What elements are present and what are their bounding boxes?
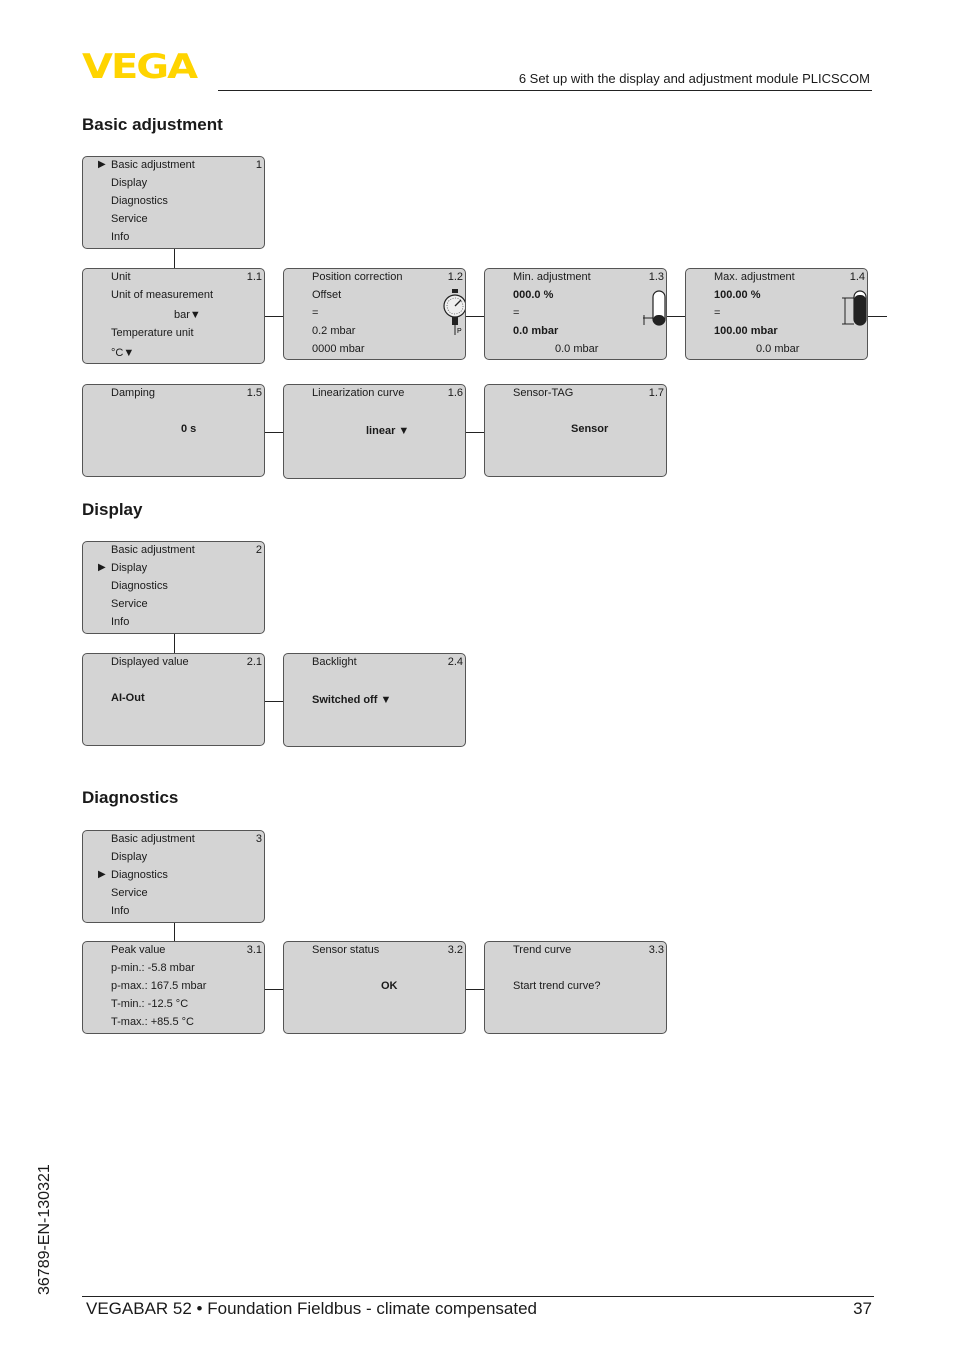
menu-item-diagnostics: Diagnostics — [111, 195, 168, 207]
connector-line — [174, 249, 175, 268]
t-min-value: T-min.: -12.5 °C — [111, 998, 189, 1010]
document-code: 36789-EN-130321 — [36, 1164, 53, 1295]
box-peak-value — [82, 941, 265, 1034]
menu-item-info: Info — [111, 616, 130, 628]
section-title-basic-adjustment: Basic adjustment — [82, 115, 223, 134]
min-percent-value: 000.0 % — [513, 289, 554, 301]
temperature-unit-value: °C▼ — [111, 347, 135, 359]
box-title: Unit — [111, 271, 131, 283]
offset-label: Offset — [312, 289, 342, 301]
box-title: Position correction — [312, 271, 403, 283]
trend-curve-prompt: Start trend curve? — [513, 980, 601, 992]
menu-item-info: Info — [111, 905, 130, 917]
offset-value: 0.2 mbar — [312, 325, 356, 337]
equals-sign: = — [312, 307, 319, 319]
displayed-value: AI-Out — [111, 692, 145, 704]
section-title-diagnostics: Diagnostics — [82, 788, 179, 807]
box-title: Min. adjustment — [513, 271, 591, 283]
menu-item-display: Display — [111, 562, 148, 574]
box-title: Displayed value — [111, 656, 189, 668]
connector-line — [265, 989, 284, 990]
pressure-unit-value: bar▼ — [174, 309, 201, 321]
backlight-value: Switched off ▼ — [312, 694, 392, 706]
menu-item-service: Service — [111, 598, 148, 610]
menu-item-basic-adjustment: Basic adjustment — [111, 544, 195, 556]
vessel-max-icon — [842, 289, 868, 329]
box-min-adjustment — [484, 268, 667, 360]
sensor-tag-value: Sensor — [571, 423, 609, 435]
gauge-p-label: P — [457, 328, 462, 335]
menu-item-display: Display — [111, 851, 148, 863]
menu-box-basic — [82, 156, 265, 249]
t-max-value: T-max.: +85.5 °C — [111, 1016, 194, 1028]
correction-value: 0000 mbar — [312, 343, 365, 355]
damping-value: 0 s — [181, 423, 197, 435]
connector-line — [466, 432, 485, 433]
box-number: 2.1 — [246, 656, 262, 668]
box-title: Sensor status — [312, 944, 380, 956]
unit-of-measurement-label: Unit of measurement — [111, 289, 214, 301]
box-backlight — [283, 653, 466, 747]
pressure-gauge-icon — [442, 289, 466, 337]
dropdown-arrow-icon: ▼ — [189, 309, 201, 321]
menu-item-basic-adjustment: Basic adjustment — [111, 833, 195, 845]
vega-logo: VEGA — [82, 47, 197, 87]
box-title: Linearization curve — [312, 387, 405, 399]
page-number: 37 — [853, 1299, 872, 1318]
box-number: 1.4 — [849, 271, 865, 283]
box-position-correction — [283, 268, 466, 360]
box-displayed-value — [82, 653, 265, 746]
box-title: Damping — [111, 387, 156, 399]
connector-line — [174, 634, 175, 653]
temperature-unit-label: Temperature unit — [111, 327, 194, 339]
menu-item-service: Service — [111, 887, 148, 899]
connector-line — [466, 989, 485, 990]
equals-sign: = — [513, 307, 520, 319]
selection-arrow-icon: ▶ — [98, 159, 106, 170]
connector-line — [265, 432, 284, 433]
connector-line — [265, 316, 284, 317]
dropdown-arrow-icon: ▼ — [123, 347, 135, 359]
box-number: 3.2 — [447, 944, 463, 956]
menu-box-diagnostics — [82, 830, 265, 923]
box-title: Max. adjustment — [714, 271, 795, 283]
box-number: 3.3 — [648, 944, 664, 956]
vessel-min-icon — [643, 289, 667, 329]
header-rule — [218, 90, 872, 91]
box-sensor-tag — [484, 384, 667, 477]
menu-item-diagnostics: Diagnostics — [111, 580, 168, 592]
min-current-value: 0.0 mbar — [555, 343, 599, 355]
box-number: 3.1 — [246, 944, 262, 956]
min-pressure-value: 0.0 mbar — [513, 325, 559, 337]
footer-rule — [82, 1296, 874, 1297]
menu-box-display — [82, 541, 265, 634]
section-title-display: Display — [82, 500, 143, 519]
menu-item-display: Display — [111, 177, 148, 189]
selection-arrow-icon: ▶ — [98, 562, 106, 573]
dropdown-arrow-icon: ▼ — [380, 694, 392, 706]
footer-product-title: VEGABAR 52 • Foundation Fieldbus - climate compensated — [86, 1299, 538, 1318]
p-max-value: p-max.: 167.5 mbar — [111, 980, 207, 992]
box-unit — [82, 268, 265, 364]
box-damping — [82, 384, 265, 477]
dropdown-arrow-icon: ▼ — [398, 425, 410, 437]
max-current-value: 0.0 mbar — [756, 343, 800, 355]
max-pressure-value: 100.00 mbar — [714, 325, 778, 337]
box-linearization-curve — [283, 384, 466, 479]
sensor-status-value: OK — [381, 980, 398, 992]
menu-number: 2 — [255, 544, 262, 556]
menu-item-service: Service — [111, 213, 148, 225]
connector-line — [174, 923, 175, 942]
box-trend-curve — [484, 941, 667, 1034]
box-number: 1.6 — [447, 387, 463, 399]
linearization-value: linear ▼ — [366, 425, 410, 437]
menu-number: 3 — [255, 833, 262, 845]
connector-line — [667, 316, 686, 317]
box-title: Trend curve — [513, 944, 572, 956]
connector-line — [868, 316, 887, 317]
chapter-title: 6 Set up with the display and adjustment module PLICSCOM — [518, 71, 870, 86]
box-number: 1.2 — [447, 271, 463, 283]
connector-line — [265, 701, 284, 702]
selection-arrow-icon: ▶ — [98, 869, 106, 880]
box-number: 1.1 — [246, 271, 262, 283]
box-number: 1.5 — [246, 387, 262, 399]
p-min-value: p-min.: -5.8 mbar — [111, 962, 195, 974]
max-percent-value: 100.00 % — [714, 289, 761, 301]
menu-item-basic-adjustment: Basic adjustment — [111, 159, 195, 171]
menu-number: 1 — [255, 159, 262, 171]
box-max-adjustment — [685, 268, 868, 360]
box-title: Sensor-TAG — [513, 387, 574, 399]
menu-item-diagnostics: Diagnostics — [111, 869, 168, 881]
box-number: 2.4 — [447, 656, 463, 668]
box-title: Peak value — [111, 944, 166, 956]
box-title: Backlight — [312, 656, 357, 668]
equals-sign: = — [714, 307, 721, 319]
connector-line — [466, 316, 485, 317]
box-sensor-status — [283, 941, 466, 1034]
menu-item-info: Info — [111, 231, 130, 243]
box-number: 1.3 — [648, 271, 664, 283]
box-number: 1.7 — [648, 387, 664, 399]
